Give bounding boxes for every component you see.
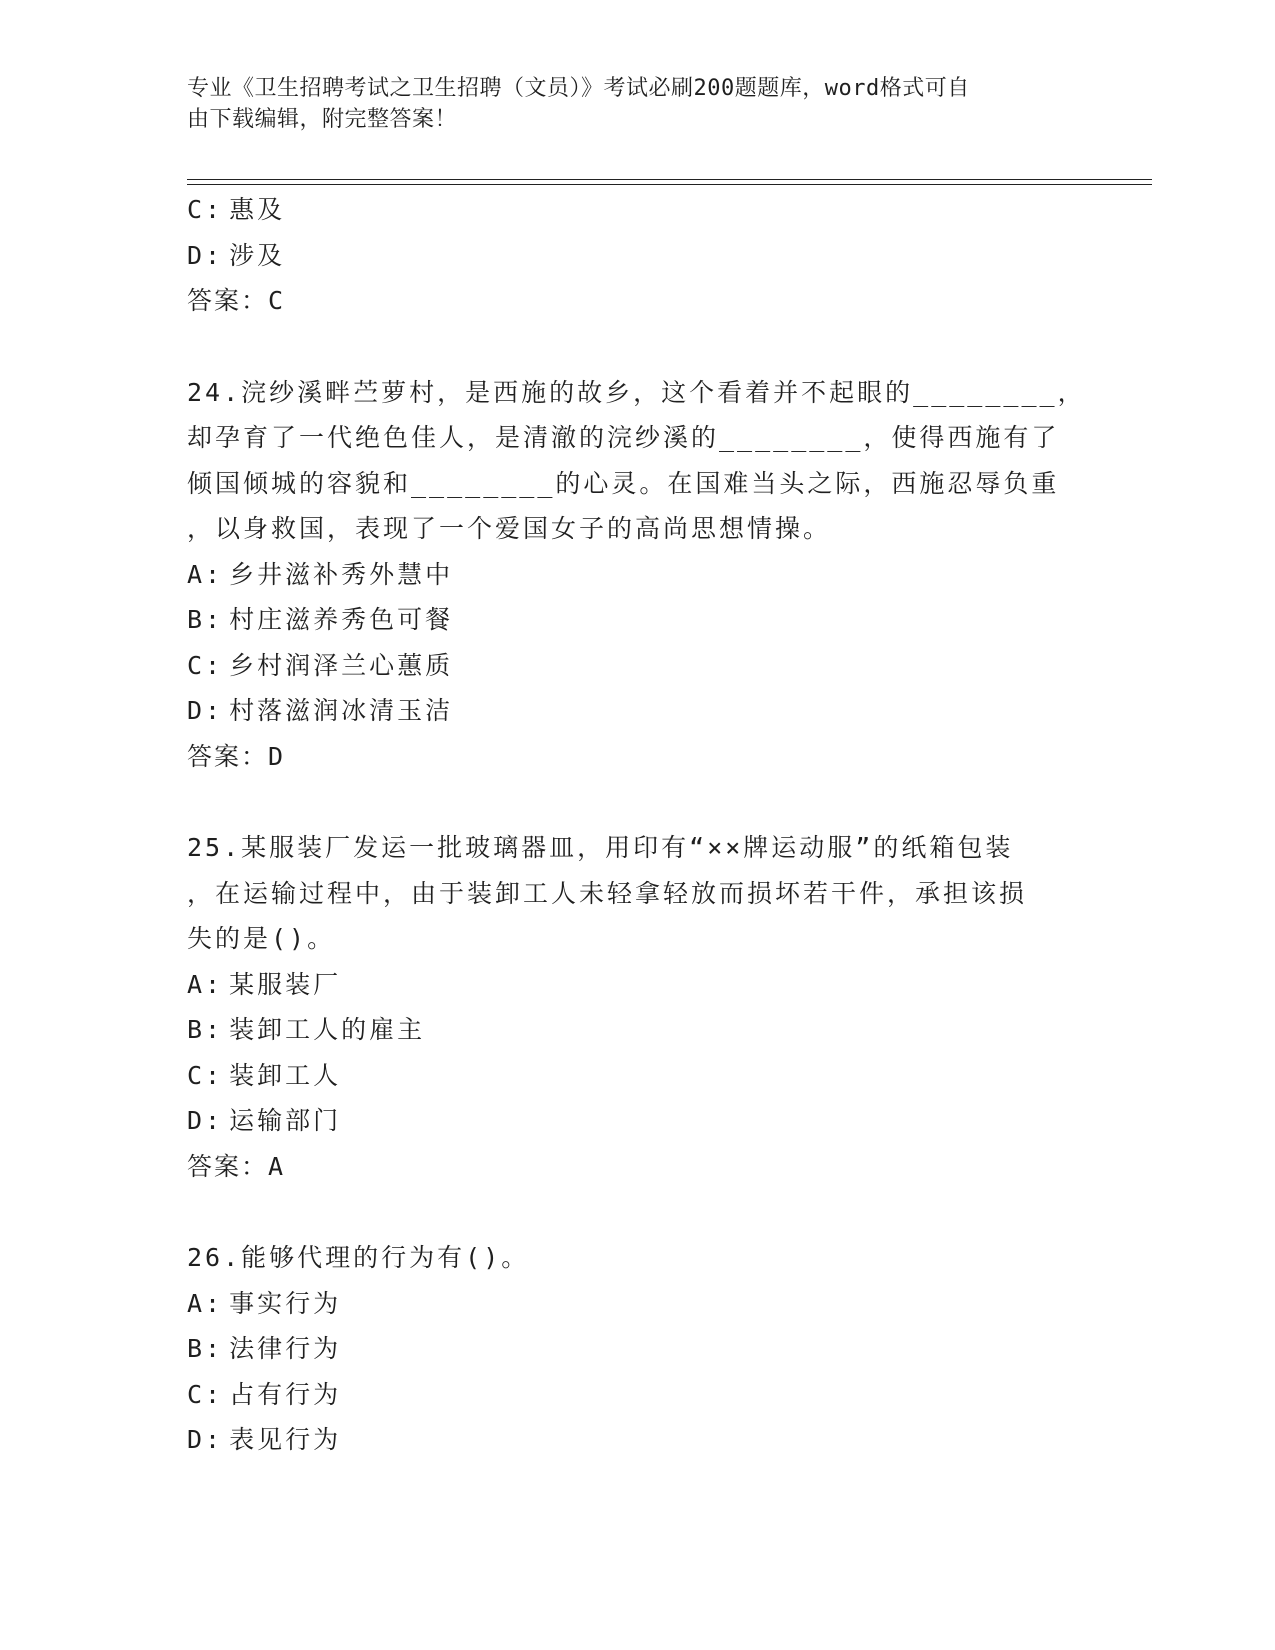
option-c <box>187 1372 1087 1418</box>
option-text: 乡村润泽兰心蕙质 <box>229 650 454 680</box>
answer-line: 答案：A <box>187 1151 286 1181</box>
option-a <box>187 962 1087 1008</box>
option-a <box>187 552 1087 598</box>
option-letter: B: <box>187 1015 224 1044</box>
option-text: 惠及 <box>229 195 286 224</box>
option-letter: B: <box>187 1334 224 1363</box>
option-b <box>187 597 1087 643</box>
question-25 <box>187 825 1087 1189</box>
option-letter: C: <box>187 1379 224 1409</box>
option-letter: B: <box>187 605 224 634</box>
header-line-1: 专业《卫生招聘考试之卫生招聘（文员）》考试必刷200题题库，word格式可自 <box>187 76 970 101</box>
option-letter: C: <box>187 650 224 680</box>
option-a <box>187 1281 1087 1327</box>
question-stem-line: 倾国倾城的容貌和________的心灵。在国难当头之际，西施忍辱负重 <box>187 468 1060 498</box>
document-header <box>187 73 1067 135</box>
option-d <box>187 1098 1087 1144</box>
option-letter: C: <box>187 195 224 224</box>
header-rule-top <box>187 179 1152 180</box>
option-b <box>187 1007 1087 1053</box>
question-stem-line: ，在运输过程中，由于装卸工人未轻拿轻放而损坏若干件，承担该损 <box>187 878 1028 908</box>
header-rule-bottom <box>187 184 1152 185</box>
option-d <box>187 688 1087 734</box>
option-c <box>187 187 1087 233</box>
answer-line: 答案：D <box>187 741 286 771</box>
option-text: 法律行为 <box>229 1334 342 1363</box>
option-text: 占有行为 <box>229 1379 342 1409</box>
option-text: 表见行为 <box>229 1425 342 1454</box>
option-d <box>187 1417 1087 1463</box>
question-stem-line: 24.浣纱溪畔苎萝村，是西施的故乡，这个看着并不起眼的________， <box>187 377 1086 407</box>
option-text: 装卸工人的雇主 <box>229 1015 426 1044</box>
option-text: 某服装厂 <box>229 969 342 999</box>
option-c <box>187 1053 1087 1099</box>
option-letter: D: <box>187 240 224 270</box>
header-line-2: 由下载编辑，附完整答案！ <box>187 107 458 132</box>
question-24 <box>187 370 1087 780</box>
question-26 <box>187 1235 1087 1463</box>
option-letter: D: <box>187 1106 224 1135</box>
option-text: 村庄滋养秀色可餐 <box>229 605 454 634</box>
option-letter: A: <box>187 969 224 999</box>
option-letter: A: <box>187 1288 224 1318</box>
option-c <box>187 643 1087 689</box>
option-letter: D: <box>187 1425 224 1454</box>
answer-line: 答案：C <box>187 286 286 315</box>
question-stem-line: 25.某服装厂发运一批玻璃器皿，用印有“××牌运动服”的纸箱包装 <box>187 833 1014 862</box>
question-stem-line: ，以身救国，表现了一个爱国女子的高尚思想情操。 <box>187 514 832 543</box>
question-content <box>187 187 1087 1463</box>
option-letter: C: <box>187 1060 224 1090</box>
option-text: 村落滋润冰清玉洁 <box>229 696 454 725</box>
question-stem-line: 26.能够代理的行为有()。 <box>187 1243 530 1272</box>
option-letter: D: <box>187 696 224 725</box>
option-d <box>187 233 1087 279</box>
option-text: 事实行为 <box>229 1288 342 1318</box>
question-stem-line: 失的是()。 <box>187 924 336 953</box>
option-text: 运输部门 <box>229 1106 342 1135</box>
option-text: 涉及 <box>229 240 286 270</box>
option-b <box>187 1326 1087 1372</box>
question-stem-line: 却孕育了一代绝色佳人，是清澈的浣纱溪的________，使得西施有了 <box>187 423 1060 452</box>
option-text: 装卸工人 <box>229 1060 342 1090</box>
option-letter: A: <box>187 559 224 589</box>
option-text: 乡井滋补秀外慧中 <box>229 559 454 589</box>
question-23-tail <box>187 187 1087 324</box>
